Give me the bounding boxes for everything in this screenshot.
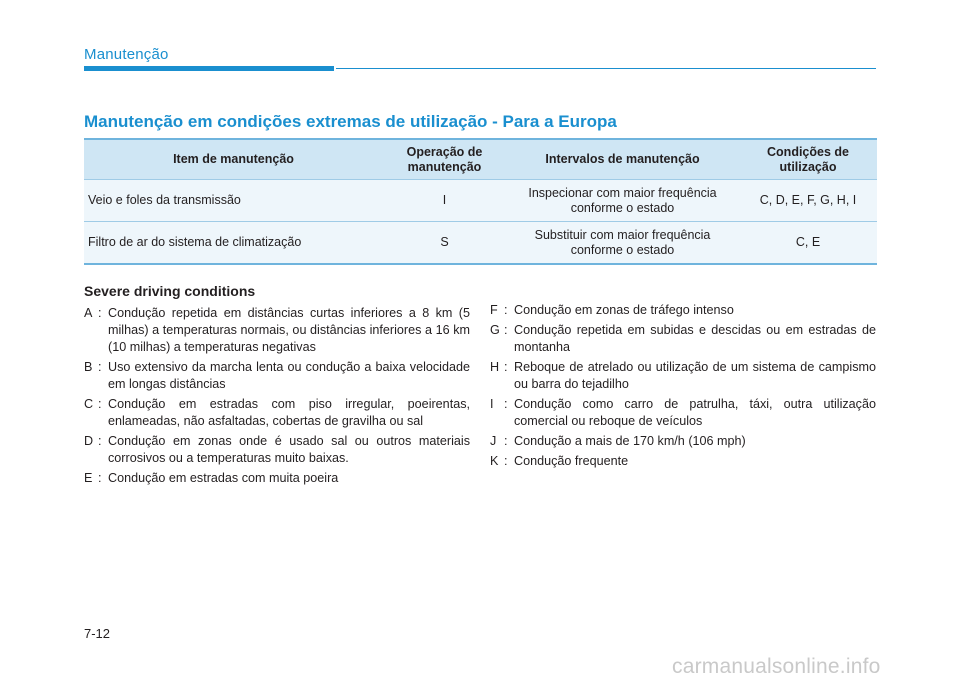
page-title: Manutenção em condições extremas de utilização - Para a Europa (84, 112, 617, 131)
header-item: Item de manutenção (84, 139, 383, 180)
cell-item: Filtro de ar do sistema de climatização (84, 222, 383, 265)
condition-letter: B (84, 360, 93, 374)
condition-letter: K (490, 454, 499, 468)
header-rule-thick (84, 66, 334, 71)
condition-letter: F (490, 303, 498, 317)
cell-operation: S (383, 222, 506, 265)
condition-item: I : Condução como carro de patrulha, táxi, outra utilização comercial ou reboque de veículos (490, 397, 876, 428)
condition-text: Condução em estradas com piso irregular, poeirentas, enlameadas, não asfaltadas, cobertas de gravilha ou sal (108, 397, 470, 428)
cell-interval: Substituir com maior frequência conforme o estado (506, 222, 739, 265)
watermark: carmanualsonline.info (672, 655, 881, 678)
condition-text: Condução repetida em subidas e descidas ou em estradas de montanha (514, 323, 876, 354)
condition-text: Condução frequente (514, 454, 629, 468)
condition-letter: A (84, 306, 93, 320)
table-row (84, 180, 877, 222)
cell-operation: I (383, 180, 506, 222)
condition-letter: C (84, 397, 94, 411)
header-operation: Operação de manutenção (383, 139, 506, 180)
page-number: 7-12 (84, 626, 111, 641)
condition-letter: E (84, 471, 93, 485)
condition-letter: I (490, 397, 494, 411)
condition-letter: J (490, 434, 497, 448)
condition-text: Condução a mais de 170 km/h (106 mph) (514, 434, 746, 448)
header-conditions: Condições de utilização (739, 139, 877, 180)
table-header-row (84, 139, 877, 180)
condition-item: K : Condução frequente (490, 453, 876, 470)
condition-item: C : Condução em estradas com piso irregular, poeirentas, enlameadas, não asfaltadas, cobertas de gravilha ou sal (84, 397, 470, 428)
condition-text: Uso extensivo da marcha lenta ou condução a baixa velocidade em longas distâncias (108, 360, 470, 391)
condition-item: J : Condução a mais de 170 km/h (106 mph) (490, 433, 876, 450)
conditions-list-right (490, 302, 876, 473)
cell-interval: Inspecionar com maior frequência conforme o estado (506, 180, 739, 222)
condition-letter: H (490, 360, 500, 374)
condition-text: Condução como carro de patrulha, táxi, outra utilização comercial ou reboque de veículos (514, 397, 876, 428)
condition-text: Condução repetida em distâncias curtas inferiores a 8 km (5 milhas) a temperaturas normais, ou distâncias inferiores a 16 km (10 milhas) a temperaturas negativas (108, 306, 470, 354)
conditions-list-left (84, 305, 470, 490)
condition-item: F : Condução em zonas de tráfego intenso (490, 302, 876, 319)
condition-text: Condução em estradas com muita poeira (108, 471, 339, 485)
table-row (84, 222, 877, 265)
condition-letter: D (84, 434, 94, 448)
condition-text: Reboque de atrelado ou utilização de um sistema de campismo ou barra do tejadilho (514, 360, 876, 391)
header-rule-thin (336, 68, 876, 69)
cell-item: Veio e foles da transmissão (84, 180, 383, 222)
condition-item: A : Condução repetida em distâncias curtas inferiores a 8 km (5 milhas) a temperaturas normais, ou distâncias inferiores a 16 km (10 milhas) a temperaturas negativas (84, 306, 470, 354)
cell-conditions: C, D, E, F, G, H, I (739, 180, 877, 222)
condition-item: H : Reboque de atrelado ou utilização de um sistema de campismo ou barra do tejadilho (490, 360, 876, 391)
condition-item: B : Uso extensivo da marcha lenta ou condução a baixa velocidade em longas distâncias (84, 360, 470, 391)
cell-conditions: C, E (739, 222, 877, 265)
condition-text: Condução em zonas de tráfego intenso (514, 303, 734, 317)
condition-letter: G (490, 323, 500, 337)
condition-item: G : Condução repetida em subidas e descidas ou em estradas de montanha (490, 323, 876, 354)
condition-text: Condução em zonas onde é usado sal ou outros materiais corrosivos ou a temperaturas muito baixas. (108, 434, 470, 465)
severe-conditions-title: Severe driving conditions (84, 283, 256, 299)
maintenance-table (84, 138, 877, 265)
condition-item: D : Condução em zonas onde é usado sal ou outros materiais corrosivos ou a temperaturas muito baixas. (84, 434, 470, 465)
section-title: Manutenção (84, 46, 169, 63)
condition-item: E : Condução em estradas com muita poeira (84, 470, 470, 487)
header-interval: Intervalos de manutenção (506, 139, 739, 180)
